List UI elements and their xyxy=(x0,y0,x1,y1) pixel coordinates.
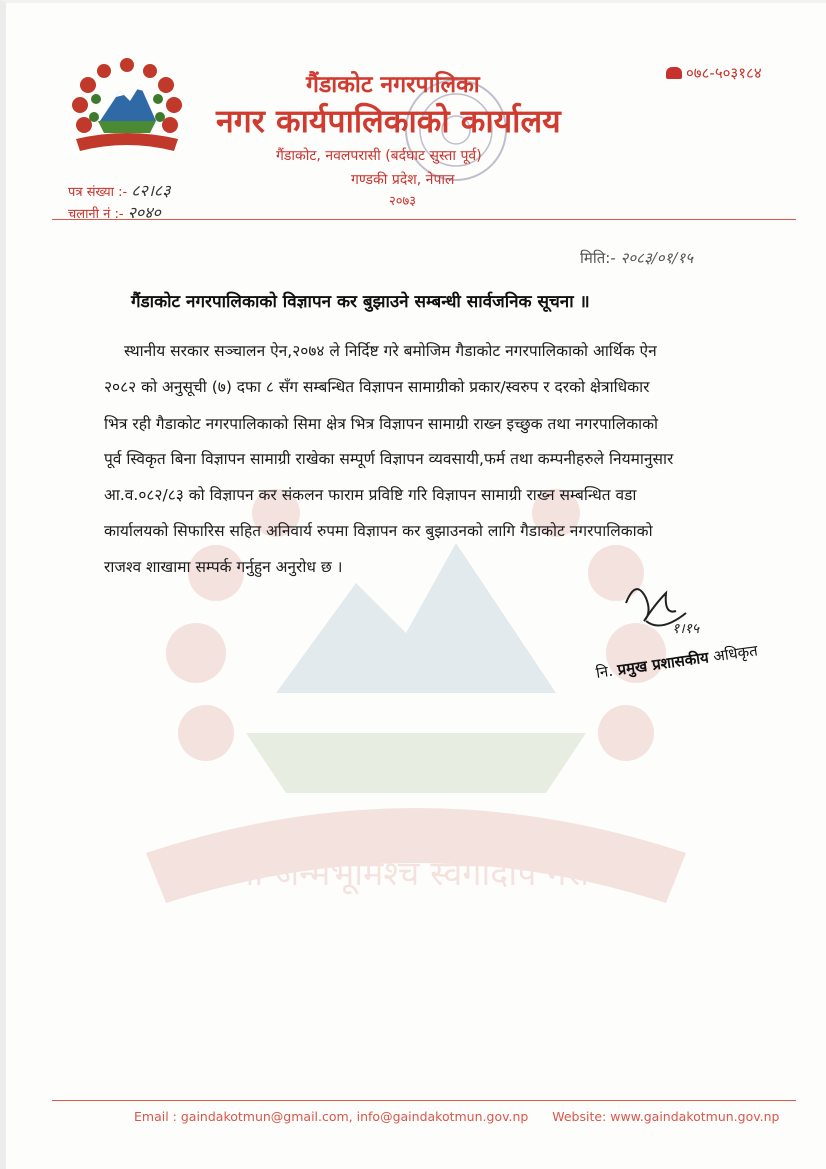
watermark-motto: जननी जन्मभूमिश्च स्वर्गादपि गरीयसी xyxy=(191,854,641,894)
header-divider xyxy=(52,219,796,220)
footer-website-value: www.gaindakotmun.gov.np xyxy=(610,1109,780,1124)
phone-number xyxy=(666,63,762,83)
date-value: २०८३/०१/१५ xyxy=(620,249,694,267)
province-name: गण्डकी प्रदेश, नेपाल xyxy=(351,172,455,188)
dispatch-number-value: २०४० xyxy=(127,203,161,222)
footer-contact xyxy=(134,1109,780,1124)
body-line: आ.व.०८२/८३ को विज्ञापन कर संकलन फाराम प्रविष्टि गरि विज्ञापन सामाग्री राख्न सम्बन्धित वडा xyxy=(104,486,637,504)
body-line: भित्र रही गैडाकोट नगरपालिकाको सिमा क्षेत्र भित्र विज्ञापन सामाग्री राख्न इच्छुक तथा नगरपालिकाको xyxy=(104,415,659,433)
date-label: मिति:- xyxy=(580,249,616,267)
phone-icon xyxy=(666,67,682,79)
office-name: नगर कार्यपालिकाको कार्यालय xyxy=(216,102,561,140)
letter-number-value: ८२।८३ xyxy=(131,181,171,200)
signatory-prefix: नि. xyxy=(594,661,615,682)
footer-website-label: Website: xyxy=(552,1109,607,1124)
footer-divider xyxy=(52,1100,796,1101)
signatory-title xyxy=(595,640,759,682)
phone-value: ०७८-५०३१८४ xyxy=(686,64,762,82)
footer-email-label: Email : xyxy=(134,1109,177,1124)
letter-date xyxy=(580,248,693,268)
municipality-name: गैंडाकोट नगरपालिका xyxy=(306,72,480,98)
established-year: २०७३ xyxy=(389,194,417,209)
signatory-title-bold: प्रमुख प्रशासकीय xyxy=(616,648,710,679)
body-line: कार्यालयको सिफारिस सहित अनिवार्य रुपमा विज्ञापन कर बुझाउनको लागि गैडाकोट नगरपालिकाको xyxy=(104,522,653,540)
body-line: राजश्व शाखामा सम्पर्क गर्नुहुन अनुरोध छ । xyxy=(104,558,343,576)
signatory-title-rest: अधिकृत xyxy=(712,641,759,666)
dispatch-number-label: चलानी नं :- xyxy=(68,207,124,222)
notice-subject: गैंडाकोट नगरपालिकाको विज्ञापन कर बुझाउने सम्बन्धी सार्वजनिक सूचना ॥ xyxy=(131,292,590,312)
signature-date: १।१५ xyxy=(672,621,700,637)
handwritten-signature xyxy=(616,573,726,643)
footer-email-value: gaindakotmun@gmail.com, info@gaindakotmun.gov.np xyxy=(180,1109,529,1124)
letter-number xyxy=(68,179,171,201)
office-address: गैंडाकोट, नवलपरासी (बर्दघाट सुस्ता पूर्व) xyxy=(276,148,482,164)
nepal-emblem-logo xyxy=(68,55,186,159)
body-line: स्थानीय सरकार सञ्चालन ऐन,२०७४ ले निर्दिष्ट गरे बमोजिम गैडाकोट नगरपालिकाको आर्थिक ऐन xyxy=(124,342,657,360)
letter-number-label: पत्र संख्या :- xyxy=(68,185,128,200)
emblem-watermark xyxy=(126,433,706,933)
body-line: पूर्व स्विकृत बिना विज्ञापन सामाग्री राखेका सम्पूर्ण विज्ञापन व्यवसायी,फर्म तथा कम्पनीहरुले नियमानुसार xyxy=(104,450,674,468)
body-line: २०८२ को अनुसूची (७) दफा ८ सँग सम्बन्धित विज्ञापन सामाग्रीको प्रकार/स्वरुप र दरको क्षेत्राधिकार xyxy=(104,378,650,396)
